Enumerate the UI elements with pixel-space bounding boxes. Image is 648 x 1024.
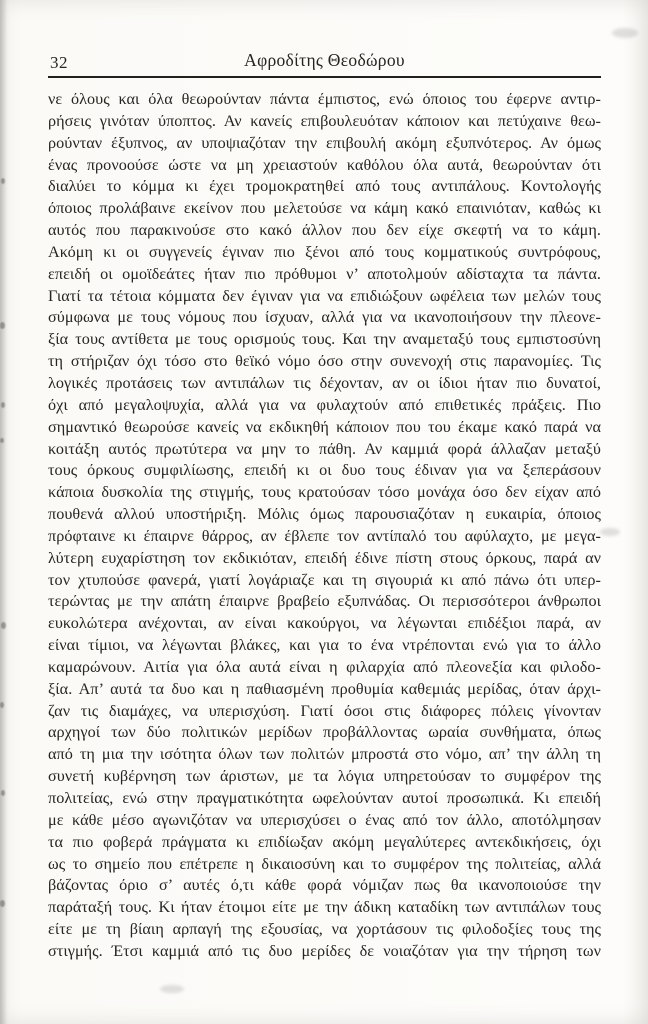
scan-artifact — [600, 528, 620, 536]
scan-artifact — [1, 402, 5, 408]
scan-artifact — [612, 28, 638, 38]
text-line: από τη μια την ισότητα όλων των πολιτών μπροστά στο νόμο, απ’ την άλλη τη — [48, 745, 601, 764]
text-line: πολιτείας, ενώ στην πραγματικότητα ωφελούνταν αυτοί προσωπικά. Κι επειδή — [48, 789, 601, 807]
text-line: πουθενά αλλού υποστήριξη. Μόλις όμως παρουσιαζόταν η ευκαιρία, όποιος — [48, 505, 601, 524]
scan-artifact — [1, 178, 5, 184]
text-line: σύμφωνα με τους νόμους που ίσχυαν, αλλά για να ικανοποιήσουν την πλεονε- — [48, 308, 601, 327]
text-line: είναι τίμιοι, να λέγωνται βλάκες, και για το ένα ντρέπονται ενώ για το άλλο — [48, 636, 601, 655]
text-line: καμαρώνουν. Αιτία για όλα αυτά είναι η φιλαρχία από πλεονεξία και φιλοδο- — [48, 657, 601, 676]
text-line: κάποια δυσκολία της στιγμής, τους κρατούσαν τόσο μονάχα όσο δεν είχαν από — [48, 483, 601, 502]
text-line: είτε με τη βίαιη αρπαγή της εξουσίας, να χορτάσουν τις φιλοδοξίες τους της — [48, 920, 601, 939]
text-line: τερώντας με την απάτη έπαιρνε βραβείο εξυπνάδας. Οι περισσότεροι άνθρωποι — [48, 592, 601, 611]
text-line: ένας προνοούσε ώστε να μη χρειαστούν καθόλου όλα αυτά, θεωρούνταν ότι — [48, 155, 601, 174]
running-head: Αφροδίτης Θεοδώρου — [244, 50, 405, 70]
text-line: ρήσεις γινόταν ύποπτος. Αν κανείς επιβουλευόταν κάποιον και πετύχαινε θεω- — [48, 111, 601, 130]
text-line: στιγμής. Έτσι καμμιά από τις δυο μερίδες δε νοιαζόταν για την τήρηση των — [48, 941, 601, 960]
text-line: βάζοντας όριο σ’ αυτές ό,τι κάθε φορά νόμιζαν πως θα ικανοποιούσε την — [48, 876, 601, 895]
text-line: ως το σημείο που επέτρεπε η δικαιοσύνη και το συμφέρον της πολιτείας, αλλά — [48, 854, 601, 873]
text-line: σημαντικό θεωρούσε κανείς να εκδικηθή κάποιον που του έκαμε κακό παρά να — [48, 417, 601, 436]
scan-artifact — [0, 900, 5, 907]
scan-artifact — [0, 438, 4, 443]
scan-artifact — [0, 702, 4, 708]
text-line: τη στήριζαν όχι τόσο στο θεϊκό νόμο όσο στην συνενοχή στις παρανομίες. Τις — [48, 352, 601, 371]
body-text — [48, 89, 601, 963]
text-line: ξία. Απ’ αυτά τα δυο και η παθιασμένη προθυμία καθεμιάς μερίδας, όταν άρχι- — [48, 679, 601, 698]
scan-artifact — [1, 790, 5, 796]
text-line: λύτερη ευχαρίστηση τον εκδικιόταν, επειδή έδινε πίστη στους όρκους, παρά αν — [48, 548, 601, 567]
header-rule — [48, 76, 601, 78]
text-line: Ακόμη κι οι συγγενείς έγιναν πιο ξένοι από τους κομματικούς συντρόφους, — [48, 242, 601, 261]
text-line: όποιος προλάβαινε εκείνον που μελετούσε να κάμη κακό επαινιόταν, καθώς κι — [48, 199, 601, 218]
text-line: πρόφταινε κι έπαιρνε θάρρος, αν έβλεπε τον αντίπαλό του αφύλαχτο, με μεγα- — [48, 526, 601, 545]
text-line: τα πιο φοβερά πράγματα κι επιδίωξαν ακόμη μεγαλύτερες αντεκδικήσεις, όχι — [48, 832, 601, 851]
text-line: συνετή κυβέρνηση των άριστων, με τα λόγια υπηρετούσαν το συμφέρον της — [48, 767, 601, 786]
text-line: Γιατί τα τέτοια κόμματα δεν έγιναν για να επιδιώξουν ωφέλεια των μελών τους — [48, 286, 601, 305]
text-line: νε όλους και όλα θεωρούνταν πάντα έμπιστος, ενώ όποιος του έφερνε αντιρ- — [48, 90, 601, 108]
text-line: όχι από μεγαλοψυχία, αλλά για να φυλαχτούν από επιθετικές πράξεις. Πιο — [48, 395, 601, 414]
text-line: λογικές προτάσεις των αντιπάλων τις δέχονταν, αν οι ίδιοι ήταν πιο δυνατοί, — [48, 373, 601, 392]
text-line: ζαν τις διαμάχες, να υπερισχύση. Γιατί όσοι στις διάφορες πόλεις γίνονταν — [48, 701, 601, 720]
scan-artifact — [1, 622, 6, 629]
scan-artifact — [160, 985, 184, 993]
text-line: αρχηγοί των δύο πολιτικών μερίδων προβάλλοντας ωραία συνθήματα, όπως — [48, 723, 601, 742]
page-header — [48, 46, 601, 76]
text-line: διαλύει το κόμμα κι έχει τρομοκρατηθεί από τους αντιπάλους. Κοντολογής — [48, 177, 601, 196]
text-line: κοιτάξη αυτός πρωτύτερα να μην το πάθη. Αν καμμιά φορά άλλαζαν μεταξύ — [48, 439, 601, 458]
text-line: ευκολώτερα ανέχονται, αν είναι κακούργοι, να λέγωνται επιδέξιοι παρά, αν — [48, 614, 601, 633]
text-line: αυτός που παρακινούσε στο κακό άλλον που δεν είχε σκεφτή να το κάμη. — [48, 221, 601, 240]
text-line: ξία τους αντίθετα με τους ορισμούς τους. Και την αναμεταξύ τους εμπιστοσύνη — [48, 330, 601, 349]
text-line: με κάθε μέσο αγωνιζόταν να υπερισχύσει ο ένας από τον άλλο, αποτόλμησαν — [48, 810, 601, 829]
text-line: επειδή οι ομοϊδεάτες ήταν πιο πρόθυμοι ν’ αποτολμούν αδίσταχτα τα πάντα. — [48, 264, 601, 283]
scan-artifact — [0, 322, 5, 329]
text-line: ρούνταν έξυπνος, αν υποψιαζόταν την επιβουλή ακόμη εξυπνότερος. Αν όμως — [48, 133, 601, 152]
text-line: παράταξή τους. Κι ήταν έτοιμοι είτε με την άδικη καταδίκη των αντιπάλων τους — [48, 898, 601, 917]
text-line: τους όρκους συμφιλίωσης, επειδή κι οι δυο τους έδιναν για να ξεπεράσουν — [48, 461, 601, 480]
text-line: τον χτυπούσε φανερά, γιατί λογάριαζε και τη σιγουριά κι από πάνω ότι υπερ- — [48, 570, 601, 589]
page-number: 32 — [50, 53, 68, 72]
